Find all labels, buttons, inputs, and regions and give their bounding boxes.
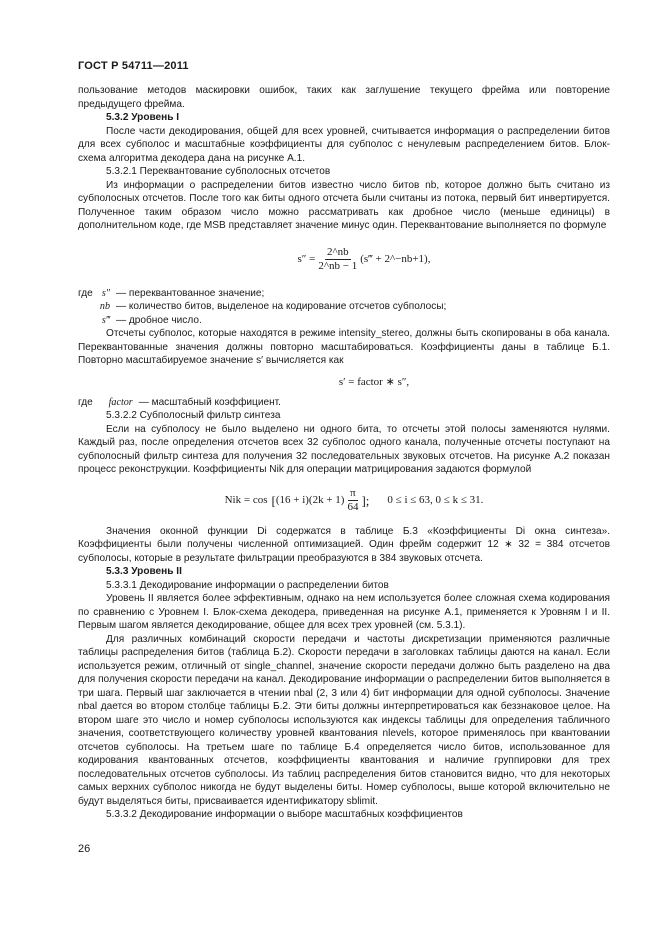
section-heading-5-3-3: 5.3.3 Уровень II	[106, 566, 182, 577]
formula1-rhs: (s‴ + 2^−nb+1),	[360, 252, 431, 265]
formula3-numerator: π	[348, 487, 358, 502]
definition-lead: где	[78, 396, 93, 408]
definition-text: — количество битов, выделеное на кодирование отсчетов субполосы;	[116, 301, 447, 312]
formula-matrixing	[98, 481, 610, 521]
page-body	[78, 84, 610, 822]
formula1-numerator: 2^nb	[325, 246, 351, 261]
paragraph-requantization: Из информации о распределении битов известно число битов nb, которое должно быть считано из субполосных отсчетов. После того как биты одного отсчета были считаны из потока, первый бит инвертируется. Полученное таким образом число можно рассматривать как дробное число (меньше единицы) в дополнительном коде, где MSB представляет значение минус один. Переквантование выполняется по формуле	[78, 179, 610, 231]
paragraph-window-function: Значения оконной функции Di содержатся в таблице Б.3 «Коэффициенты Di окна синтеза». Коэффициенты были получены численной оптимизацией. Один фрейм содержит 12 ∗ 32 = 384 отсчетов субполосы, которые в результате фильтрации преобразуются в 384 звуковых отсчета.	[78, 525, 610, 564]
formula1-lhs: s″ =	[297, 252, 316, 265]
definition-symbol: s‴	[101, 314, 110, 326]
paragraph-bit-allocation: Для различных комбинаций скорости передачи и частоты дискретизации применяются различные таблицы распределения битов (таблица Б.2). Скорости передачи в заголовках таблицы даются на канал. Если используется режим, отличный от single_channel, значение скорости передачи должно быть разделено на два для получения скорости передачи на канал. Декодирование информации о распределении битов выполняется в три шага. Первый шаг заключается в чтении nbal (2, 3 или 4) бит информации для одной субполосы. Значение nbal дается во втором столбце таблицы Б.2. Эти биты должны интерпретироваться как беззнаковое целое. На втором шаге это число и номер субполосы используются как индексы таблицы для определения табличного значения, соответствующего количеству уровней квантования nlevels, которое применялось при квантовании отсчетов субполосы. На третьем шаге по таблице Б.4 определяется число битов, использованное для кодирования квантованных отсчетов, коэффициенты квантования и наличие группировки для трех последовательных отсчетов субполосы. Из таблиц распределения битов становится видно, что для некоторых самых верхних субполос никогда не будут выделены биты. Номер субполосы, выше которой включительно не будут выделяться биты, присваивается идентификатору sblimit.	[78, 633, 610, 807]
paragraph-level1-intro: После части декодирования, общей для всех уровней, считывается информация о распределении битов для всех субполос и масштабные коэффициенты для субполос с ненулевым распределением битов. Блок-схема алгоритма декодера дана на рисунке А.1.	[78, 125, 610, 164]
page-number: 26	[78, 843, 91, 855]
formula3-lhs: Nik = cos	[224, 493, 268, 506]
paragraph-intensity-stereo: Отсчеты субполос, которые находятся в режиме intensity_stereo, должны быть скопированы в оба канала. Переквантованные значения должны повторно масштабироваться. Коэффициенты даны в таблице Б.1. Повторно масштабируемое значение s′ вычисляется как	[78, 328, 610, 366]
section-heading-5-3-2-2: 5.3.2.2 Субполосный фильтр синтеза	[106, 410, 281, 421]
definition-symbol: factor	[108, 396, 133, 408]
section-heading-5-3-2-1: 5.3.2.1 Переквантование субполосных отсчетов	[106, 166, 331, 177]
definition-symbol: nb	[99, 301, 110, 312]
formula3-denominator: 64	[347, 501, 359, 513]
definition-row	[78, 396, 610, 410]
formula3-bracket-close: ];	[361, 492, 370, 508]
formula3-fraction	[347, 487, 358, 515]
document-header: ГОСТ Р 54711—2011	[78, 60, 189, 72]
formula-rescale: s′ = factor ∗ s″,	[338, 375, 410, 388]
formula1-denominator: 2^nb − 1	[318, 260, 358, 272]
paragraph-synthesis-filter: Если на субполосу не было выделено ни одного бита, то отсчеты этой полосы заменяются нулями. Каждый раз, после определения отсчетов всех 32 субполос одного канала, полученные отсчеты поступают на субполосный фильтр синтеза для получения 32 последовательных звуковых отсчетов. На рисунке А.2 показан процесс реконструкции. Коэффициенты Nik для операции матрицирования задаются формулой	[78, 423, 610, 475]
definition-row: где s″ — переквантованное значение;	[78, 287, 265, 299]
definition-text: — переквантованное значение;	[116, 287, 265, 299]
section-heading-5-3-3-1: 5.3.3.1 Декодирование информации о распределении битов	[106, 579, 389, 591]
formula3-condition: 0 ≤ i ≤ 63, 0 ≤ k ≤ 31.	[387, 493, 484, 506]
paragraph-continuation: пользование методов маскировки ошибок, таких как заглушение текущего фрейма или повторение предыдущего фрейма.	[78, 85, 610, 110]
paragraph-level2-intro: Уровень II является более эффективным, однако на нем используется более сложная схема кодирования по сравнению с Уровнем I. Блок-схема декодера, приведенная на рисунке А.1, применяется к Уровням I и II. Первым шагом является декодирование, общее для всех трех уровней (см. 5.3.1).	[78, 593, 610, 631]
definition-row	[78, 300, 610, 314]
formula-requantization	[118, 237, 610, 283]
formula1-fraction	[318, 246, 357, 274]
definition-text: — масштабный коэффициент.	[138, 396, 281, 408]
section-heading-5-3-3-2: 5.3.3.2 Декодирование информации о выборе масштабных коэффициентов	[106, 809, 463, 820]
definition-row	[78, 314, 610, 328]
definition-text: — дробное число.	[116, 314, 202, 326]
formula3-bracket-open: [	[271, 492, 276, 508]
section-heading-5-3-2: 5.3.2 Уровень I	[106, 112, 180, 123]
definition-symbol: s″	[101, 287, 110, 299]
formula3-body: (16 + i)(2k + 1)	[275, 493, 345, 506]
